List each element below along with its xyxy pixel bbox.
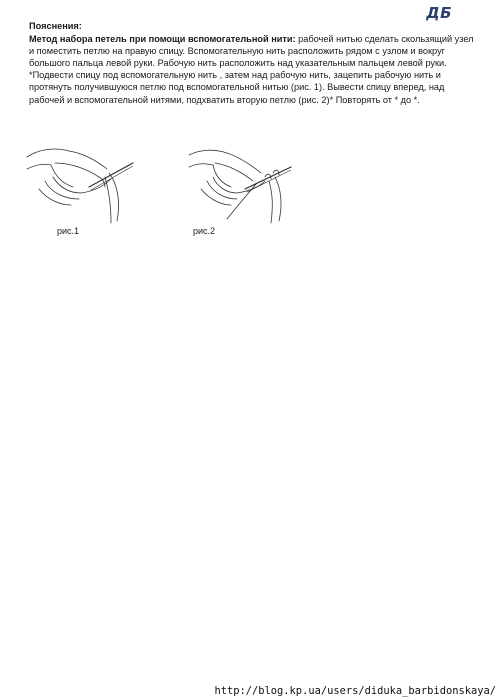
figure-1-caption: рис.1 bbox=[57, 226, 80, 236]
method-description: рабочей нитью сделать скользящий узел и поместить петлю на правую спицу. Вспомогательную нить расположить рядом с узлом и вокруг большого пальца левой руки. Рабочую нить расположить над указательным пальцем левой руки. *Подвести спицу под вспомогательную нить , затем над рабочую нить, зацепить рабочую нить и протянуть получившуюся петлю под вспомогательной нитью (рис. 1). Вывести спицу вперед, над рабочей и вспомогательной нитями, подхватить вторую петлю (рис. 2)* Повторять от * до *. bbox=[29, 34, 474, 105]
source-url-watermark: http://blog.kp.ua/users/diduka_barbidonskaya/ bbox=[214, 685, 496, 697]
explanation-block bbox=[29, 20, 474, 106]
logo: ДБ bbox=[426, 4, 452, 22]
figure-2-caption: рис.2 bbox=[193, 226, 216, 236]
explanation-heading: Пояснения: bbox=[29, 21, 82, 31]
figure-2 bbox=[185, 143, 295, 243]
method-title: Метод набора петель при помощи вспомогательной нити: bbox=[29, 34, 296, 45]
explanation-paragraph bbox=[29, 33, 474, 106]
figure-1 bbox=[25, 143, 135, 243]
hand-knitting-illustration-1 bbox=[25, 143, 135, 228]
hand-knitting-illustration-2 bbox=[185, 143, 295, 228]
